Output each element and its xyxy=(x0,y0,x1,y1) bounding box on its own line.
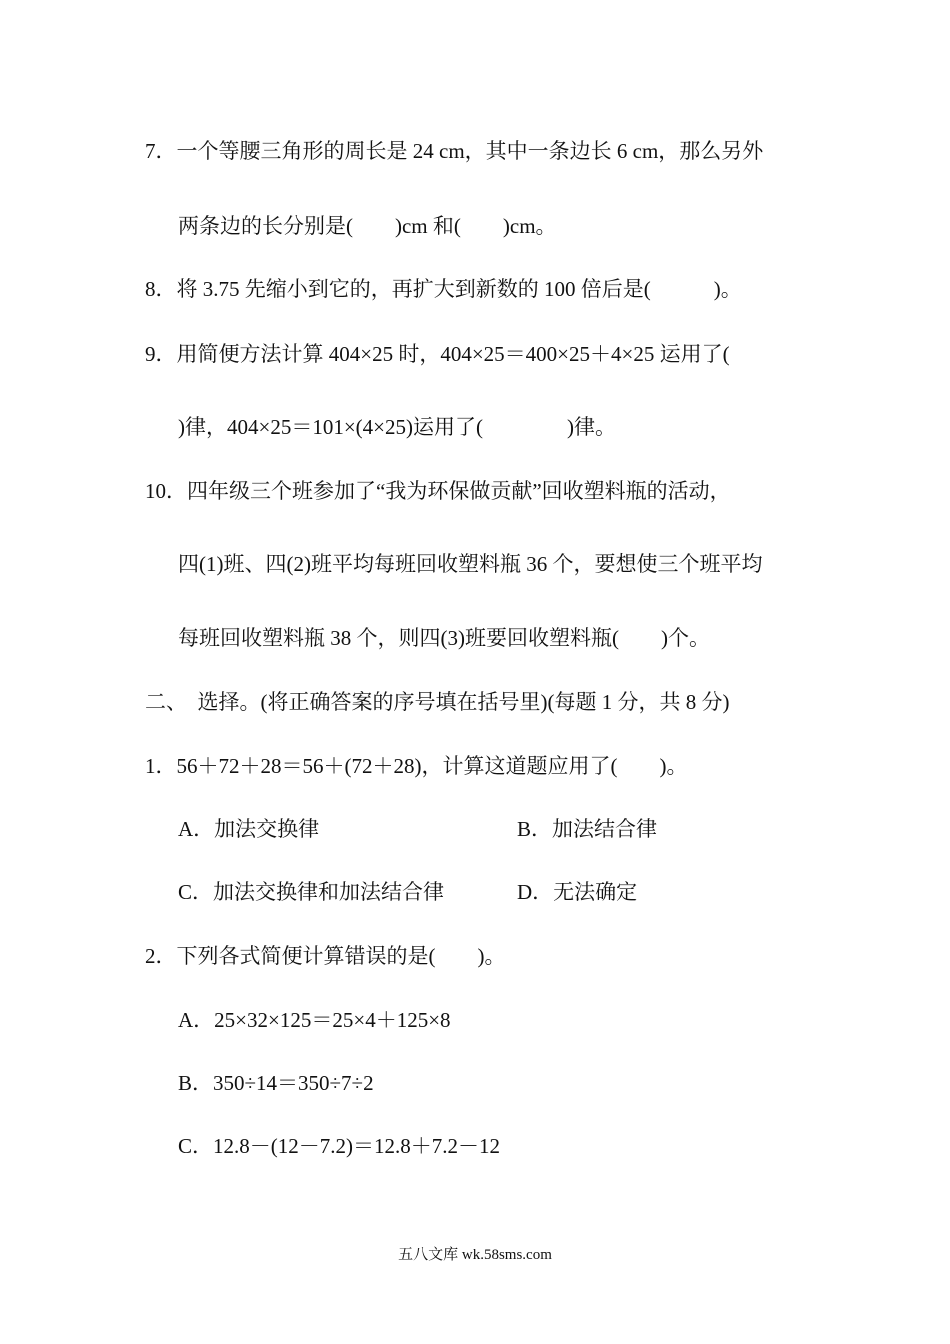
question-10-line-2: 四(1)班、四(2)班平均每班回收塑料瓶 36 个，要想使三个班平均 xyxy=(178,552,763,576)
mc2-option-a: A．25×32×125＝25×4＋125×8 xyxy=(178,1008,451,1032)
question-10-line-1: 10．四年级三个班参加了“我为环保做贡献”回收塑料瓶的活动， xyxy=(145,479,731,503)
question-7-line-2: 两条边的长分别是( )cm 和( )cm。 xyxy=(178,214,557,238)
mc1-option-d: D．无法确定 xyxy=(517,880,638,904)
mc1-option-c: C．加法交换律和加法结合律 xyxy=(178,880,445,904)
question-9-line-1: 9．用简便方法计算 404×25 时，404×25＝400×25＋4×25 运用了( xyxy=(145,342,730,366)
question-7-line-1: 7．一个等腰三角形的周长是 24 cm，其中一条边长 6 cm，那么另外 xyxy=(145,139,764,163)
mc2-option-c: C．12.8－(12－7.2)＝12.8＋7.2－12 xyxy=(178,1134,500,1158)
mc1-option-a: A．加法交换律 xyxy=(178,817,320,841)
section-2-heading: 二、 选择。(将正确答案的序号填在括号里)(每题 1 分，共 8 分) xyxy=(145,690,730,714)
footer-watermark: 五八文库 wk.58sms.com xyxy=(398,1247,552,1263)
question-10-line-3: 每班回收塑料瓶 38 个，则四(3)班要回收塑料瓶( )个。 xyxy=(178,626,710,650)
mc2-question: 2．下列各式简便计算错误的是( )。 xyxy=(145,944,506,968)
mc2-option-b: B．350÷14＝350÷7÷2 xyxy=(178,1071,374,1095)
mc1-option-b: B．加法结合律 xyxy=(517,817,658,841)
question-8-line-1: 8．将 3.75 先缩小到它的，再扩大到新数的 100 倍后是( )。 xyxy=(145,277,742,301)
mc1-question: 1．56＋72＋28＝56＋(72＋28)，计算这道题应用了( )。 xyxy=(145,754,688,778)
question-9-line-2: )律，404×25＝101×(4×25)运用了( )律。 xyxy=(178,415,616,439)
